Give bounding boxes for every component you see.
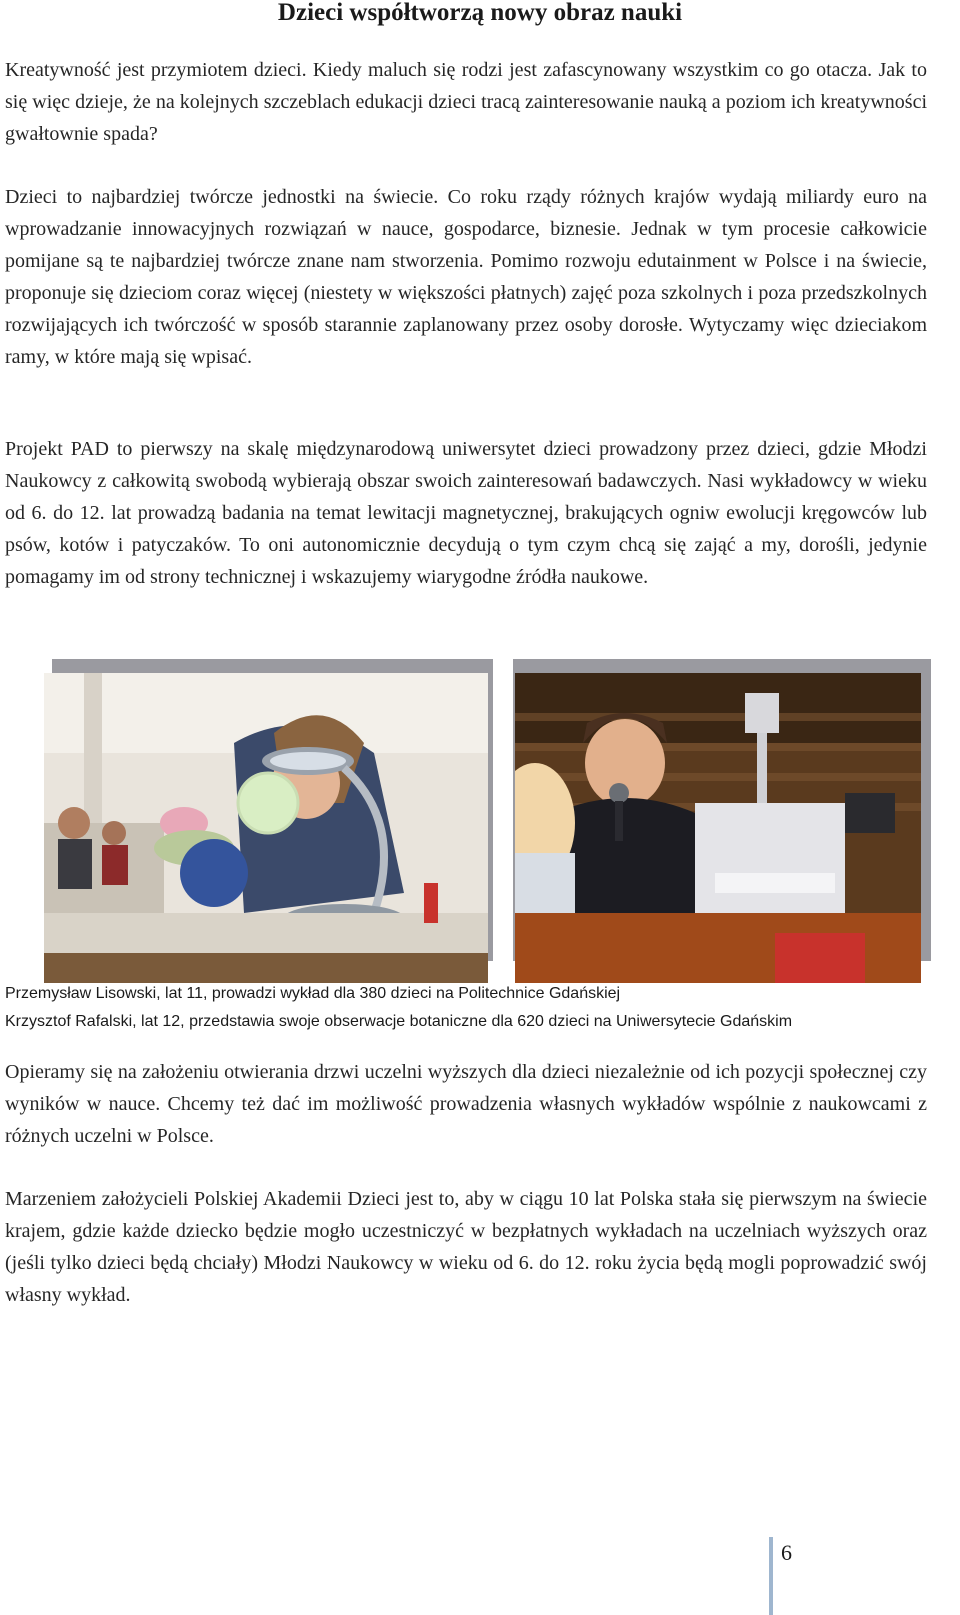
- page-number: 6: [781, 1540, 792, 1565]
- page-title: Dzieci współtworzą nowy obraz nauki: [277, 0, 683, 26]
- page-number-bar: [769, 1537, 773, 1615]
- paragraph-1: Kreatywność jest przymiotem dzieci. Kiedy maluch się rodzi jest zafascynowany wszystkim co go otacza. Jak to się więc dzieje, że na kolejnych szczeblach edukacji dzieci tracą zainteresowanie nauką a poziom ich kreatywności gwałtownie spada?: [5, 59, 927, 145]
- photo-caption-2: Krzysztof Rafalski, lat 12, przedstawia swoje obserwacje botaniczne dla 620 dzieci na Uniwersytecie Gdańskim: [5, 1013, 793, 1030]
- paragraph-4: Opieramy się na założeniu otwierania drzwi uczelni wyższych dla dzieci niezależnie od ich pozycji społecznej czy wyników w nauce. Chcemy też dać im możliwość prowadzenia własnych wykładów wspólnie z naukowcami z różnych uczelni w Polsce.: [5, 1061, 927, 1147]
- paragraph-2: Dzieci to najbardziej twórcze jednostki na świecie. Co roku rządy różnych krajów wydają miliardy euro na wprowadzanie innowacyjnych rozwiązań w nauce, gospodarce, biznesie. Jednak w tym procesie całkowicie pomijane są te najbardziej twórcze znane nam stworzenia. Pomimo rozwoju edutainment w Polsce i na świecie, proponuje się dzieciom coraz więcej (niestety w większości płatnych) zajęć poza szkolnych i poza przedszkolnych rozwijających ich twórczość w sposób starannie zaplanowany przez osoby dorosłe. Wytyczamy więc dzieciakom ramy, w które mają się wpisać.: [5, 186, 927, 368]
- photo-caption-1: Przemysław Lisowski, lat 11, prowadzi wykład dla 380 dzieci na Politechnice Gdańskiej: [5, 985, 621, 1002]
- photo-boy-with-magnifier: [44, 673, 488, 983]
- paragraph-5: Marzeniem założycieli Polskiej Akademii Dzieci jest to, aby w ciągu 10 lat Polska stała się pierwszym na świecie krajem, gdzie każde dziecko będzie mogło uczestniczyć w bezpłatnych wykładach na uczelniach wyższych oraz (jeśli tylko dzieci będą chciały) Młodzi Naukowcy w wieku od 6. do 12. roku życia będą mogli poprowadzić swój własny wykład.: [5, 1188, 927, 1306]
- photo-boy-with-microphone: [515, 673, 921, 983]
- paragraph-3: Projekt PAD to pierwszy na skalę międzynarodową uniwersytet dzieci prowadzony przez dzieci, gdzie Młodzi Naukowcy z całkowitą swobodą wybierają obszar swoich zainteresowań badawczych. Nasi wykładowcy w wieku od 6. do 12. lat prowadzą badania na temat lewitacji magnetycznej, brakujących ogniw ewolucji kręgowców lub psów, kotów i patyczaków. To oni autonomicznie decydują o tym czym chcą się zająć a my, dorośli, jedynie pomagamy im od strony technicznej i wskazujemy wiarygodne źródła naukowe.: [5, 438, 927, 588]
